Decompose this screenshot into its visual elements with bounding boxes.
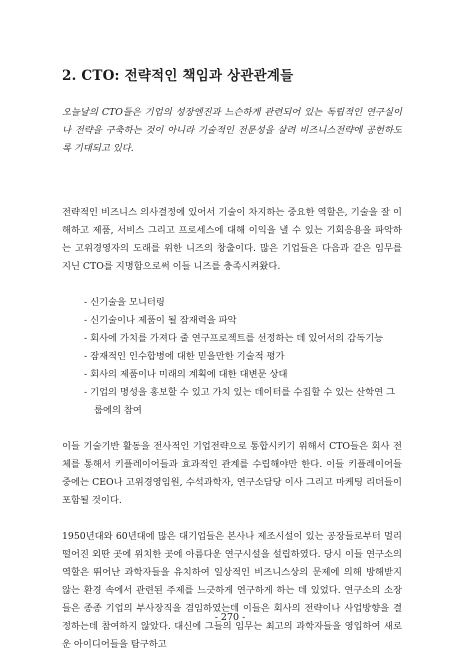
list-item: - 신기술이나 제품이 될 잠재력을 파악	[84, 315, 237, 326]
body-paragraph-2: 이들 기술기반 활동을 전사적인 기업전략으로 통합시키기 위해서 CTO들은 회사 전체를 통해서 키플레이어들과 효과적인 관계를 수립해야만 한다. 이들 키플레이어들 중에는 CEO나 고위경영임원, 수석과학자, 연구소담당 이사 그리고 마케팅 리더들이 포함될 것이다.	[62, 441, 402, 506]
list-item: - 기업의 명성을 홍보할 수 있고 가치 있는 데이터를 수집할 수 있는 산학연 그룹에의 참여	[84, 387, 395, 416]
cto-duties-list	[62, 294, 402, 420]
body-paragraph-3: 1950년대와 60년대에 많은 대기업들은 본사나 제조시설이 있는 공장들로부터 멀리 떨어진 외딴 곳에 위치한 곳에 아름다운 연구시설을 설립하였다. 당시 이들 연구소의 역할은 뛰어난 과학자들을 유치하여 일상적인 비즈니스상의 문제에 의해 방해받지 않는 환경 속에서 관련된 주제를 느긋하게 연구하게 하는 데 있었다. 연구소의 소장들은 종종 기업의 부사장직을 겸임하였는데 이들은 회사의 전략이나 사업방향을 결정하는데 참여하지 않았다. 대신에 그들의 임무는 최고의 과학자들을 영입하여 새로운 아이디어들을 탐구하고	[62, 531, 402, 650]
page-number: - 270 -	[214, 612, 246, 623]
section-title: 2. CTO: 전략적인 책임과 상관관계들	[62, 68, 294, 84]
list-item: - 잠재적인 인수합병에 대한 믿을만한 기술적 평가	[84, 351, 285, 362]
abstract-paragraph: 오늘날의 CTO들은 기업의 성장엔진과 느슨하게 관련되어 있는 독립적인 연구실이나 전략을 구축하는 것이 아니라 기술적인 전문성을 살려 비즈니스전략에 공헌하도록 기대되고 있다.	[62, 107, 402, 154]
list-item: - 신기술을 모니터링	[84, 297, 165, 308]
list-item: - 회사의 제품이나 미래의 계획에 대한 대변문 상대	[84, 369, 288, 380]
list-item: - 회사에 가치를 가져다 줄 연구프로젝트를 선정하는 데 있어서의 감독기능	[84, 333, 384, 344]
body-paragraph-1: 전략적인 비즈니스 의사결정에 있어서 기술이 차지하는 중요한 역할은, 기술을 잘 이해하고 제품, 서비스 그리고 프로세스에 대해 이익을 낼 수 있는 기회응용을 파악하는 고위경영자의 도래를 위한 니즈의 창출이다. 많은 기업들은 다음과 같은 임무를 지닌 CTO를 지명함으로써 이들 니즈를 충족시켜왔다.	[62, 207, 402, 272]
